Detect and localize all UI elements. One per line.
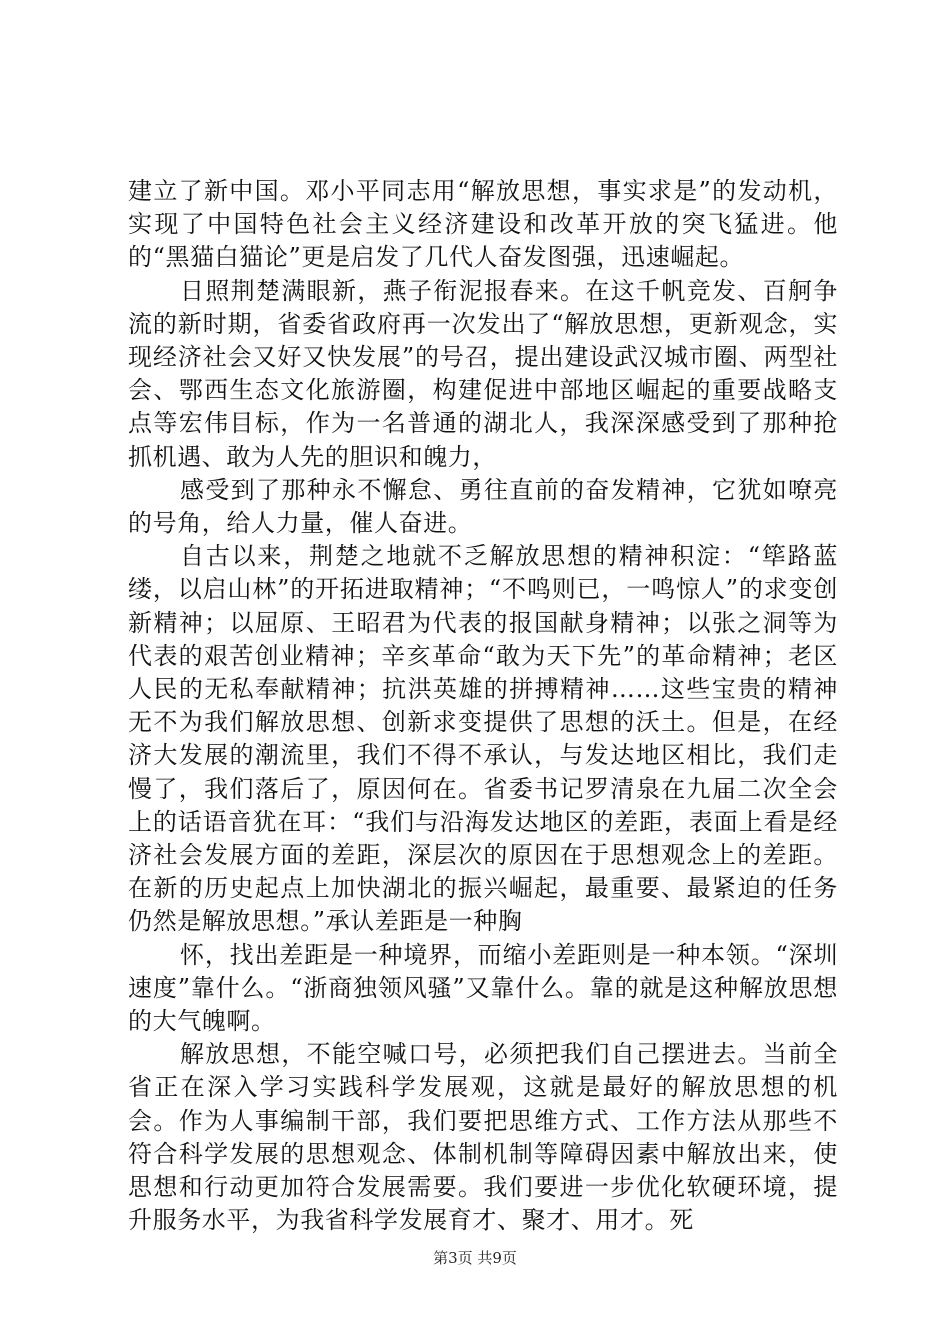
paragraph-2: 日照荆楚满眼新，燕子衔泥报春来。在这千帆竞发、百舸争流的新时期，省委省政府再一次发出了“解放思想，更新观念，实现经济社会又好又快发展”的号召，提出建设武汉城市圈、两型社会、鄂西生态文化旅游圈，构建促进中部地区崛起的重要战略支点等宏伟目标，作为一名普通的湖北人，我深深感受到了那种抢抓机遇、敢为人先的胆识和魄力， <box>128 276 838 471</box>
paragraph-1: 建立了新中国。邓小平同志用“解放思想，事实求是”的发动机，实现了中国特色社会主义经济建设和改革开放的突飞猛进。他的“黑猫白猫论”更是启发了几代人奋发图强，迅速崛起。 <box>128 177 838 272</box>
paragraph-3: 感受到了那种永不懈怠、勇往直前的奋发精神，它犹如嘹亮的号角，给人力量，催人奋进。 <box>128 475 838 538</box>
page-number-footer: 第3页 共9页 <box>433 1249 517 1267</box>
paragraph-6: 解放思想，不能空喊口号，必须把我们自己摆进去。当前全省正在深入学习实践科学发展观，这就是最好的解放思想的机会。作为人事编制干部，我们要把思维方式、工作方法从那些不符合科学发展的思想观念、体制机制等障碍因素中解放出来，使思想和行动更加符合发展需要。我们要进一步优化软硬环境，提升服务水平，为我省科学发展育才、聚才、用才。死 <box>128 1040 838 1235</box>
paragraph-5: 怀，找出差距是一种境界，而缩小差距则是一种本领。“深圳速度”靠什么。“浙商独领风骚”又靠什么。靠的就是这种解放思想的大气魄啊。 <box>128 940 838 1036</box>
document-body <box>128 175 838 1238</box>
paragraph-4: 自古以来，荆楚之地就不乏解放思想的精神积淀：“筚路蓝缕，以启山林”的开拓进取精神；“不鸣则已，一鸣惊人”的求变创新精神；以屈原、王昭君为代表的报国献身精神；以张之洞等为代表的艰苦创业精神；辛亥革命“敢为天下先”的革命精神；老区人民的无私奉献精神；抗洪英雄的拼搏精神……这些宝贵的精神无不为我们解放思想、创新求变提供了思想的沃土。但是，在经济大发展的潮流里，我们不得不承认，与发达地区相比，我们走慢了，我们落后了，原因何在。省委书记罗清泉在九届二次全会上的话语音犹在耳：“我们与沿海发达地区的差距，表面上看是经济社会发展方面的差距，深层次的原因在于思想观念上的差距。在新的历史起点上加快湖北的振兴崛起，最重要、最紧迫的任务仍然是解放思想。”承认差距是一种胸 <box>128 542 838 936</box>
